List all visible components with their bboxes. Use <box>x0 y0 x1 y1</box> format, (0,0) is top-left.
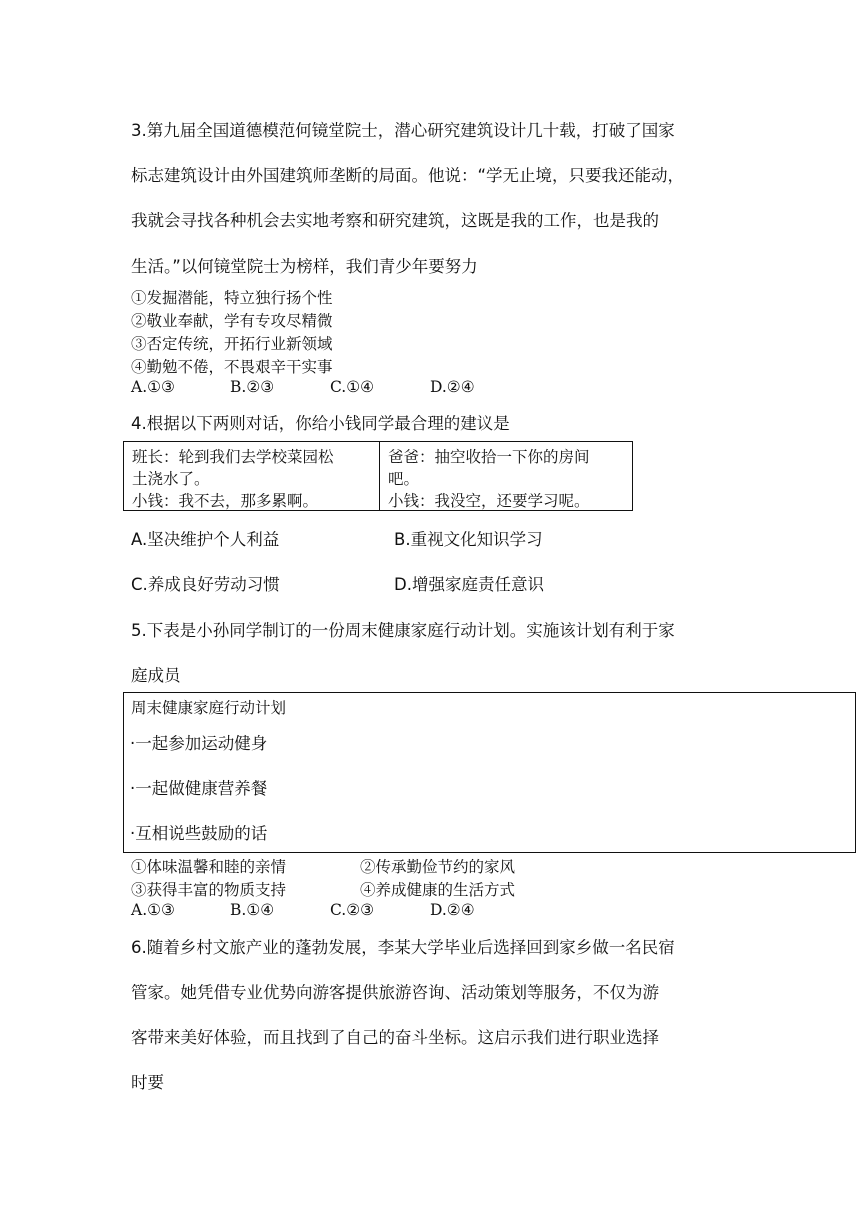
q5-plan-item-3: ·互相说些鼓励的话 <box>130 824 268 843</box>
q5-stem-line-2: 庭成员 <box>131 666 181 685</box>
q3-statement-4: ④勤勉不倦，不畏艰辛干实事 <box>131 358 333 376</box>
q5-statement-1: ①体味温馨和睦的亲情 <box>131 858 287 876</box>
q5-option-c: C.②③ <box>330 901 375 919</box>
q6-stem-line-3: 客带来美好体验，而且找到了自己的奋斗坐标。这启示我们进行职业选择 <box>131 1028 659 1047</box>
q4-dialog-left-line-2: 土浇水了。 <box>132 470 210 488</box>
q5-option-a: A.①③ <box>131 901 175 919</box>
q5-plan-title: 周末健康家庭行动计划 <box>131 699 287 717</box>
q4-option-c: C.养成良好劳动习惯 <box>131 575 280 594</box>
q5-option-b: B.①④ <box>230 901 275 919</box>
q3-stem-line-4: 生活。”以何镜堂院士为榜样，我们青少年要努力 <box>131 257 478 276</box>
q5-plan-item-2: ·一起做健康营养餐 <box>130 779 268 798</box>
q3-option-b: B.②③ <box>230 378 275 396</box>
q3-statement-2: ②敬业奉献，学有专攻尽精微 <box>131 312 333 330</box>
q4-dialog-right <box>380 442 632 510</box>
q5-statement-4: ④养成健康的生活方式 <box>360 881 516 899</box>
q3-stem-line-3: 我就会寻找各种机会去实地考察和研究建筑，这既是我的工作，也是我的 <box>131 211 659 230</box>
q3-option-d: D.②④ <box>430 378 475 396</box>
q6-stem-line-4: 时要 <box>131 1073 164 1092</box>
q4-dialog-table <box>123 441 633 511</box>
q4-dialog-right-line-1: 爸爸：抽空收拾一下你的房间 <box>388 448 590 466</box>
q4-stem: 4.根据以下两则对话，你给小钱同学最合理的建议是 <box>131 414 510 433</box>
q4-dialog-left-line-1: 班长：轮到我们去学校菜园松 <box>132 448 334 466</box>
q6-stem-line-1: 6.随着乡村文旅产业的蓬勃发展，李某大学毕业后选择回到家乡做一名民宿 <box>131 938 675 957</box>
q5-option-d: D.②④ <box>430 901 475 919</box>
q3-statement-1: ①发掘潜能，特立独行扬个性 <box>131 289 333 307</box>
q4-option-d: D.增强家庭责任意识 <box>394 575 544 594</box>
q4-option-a: A.坚决维护个人利益 <box>131 530 280 549</box>
q5-statement-2: ②传承勤俭节约的家风 <box>360 858 516 876</box>
q3-stem-line-2: 标志建筑设计由外国建筑师垄断的局面。他说：“学无止境，只要我还能动， <box>131 166 685 185</box>
q3-statement-3: ③否定传统，开拓行业新领域 <box>131 335 333 353</box>
q3-stem-line-1: 3.第九届全国道德模范何镜堂院士，潜心研究建筑设计几十载，打破了国家 <box>131 121 675 140</box>
q4-dialog-left-line-3: 小钱：我不去，那多累啊。 <box>132 492 319 510</box>
q6-stem-line-2: 管家。她凭借专业优势向游客提供旅游咨询、活动策划等服务，不仅为游 <box>131 983 659 1002</box>
q3-option-c: C.①④ <box>330 378 375 396</box>
q5-plan-item-1: ·一起参加运动健身 <box>130 734 268 753</box>
q4-option-b: B.重视文化知识学习 <box>394 530 543 549</box>
q5-plan-box <box>123 692 856 853</box>
q4-dialog-left <box>124 442 380 510</box>
q3-option-a: A.①③ <box>131 378 175 396</box>
q4-dialog-right-line-3: 小钱：我没空，还要学习呢。 <box>388 492 590 510</box>
q5-statement-3: ③获得丰富的物质支持 <box>131 881 287 899</box>
q4-dialog-right-line-2: 吧。 <box>388 470 420 488</box>
q5-stem-line-1: 5.下表是小孙同学制订的一份周末健康家庭行动计划。实施该计划有利于家 <box>131 621 675 640</box>
